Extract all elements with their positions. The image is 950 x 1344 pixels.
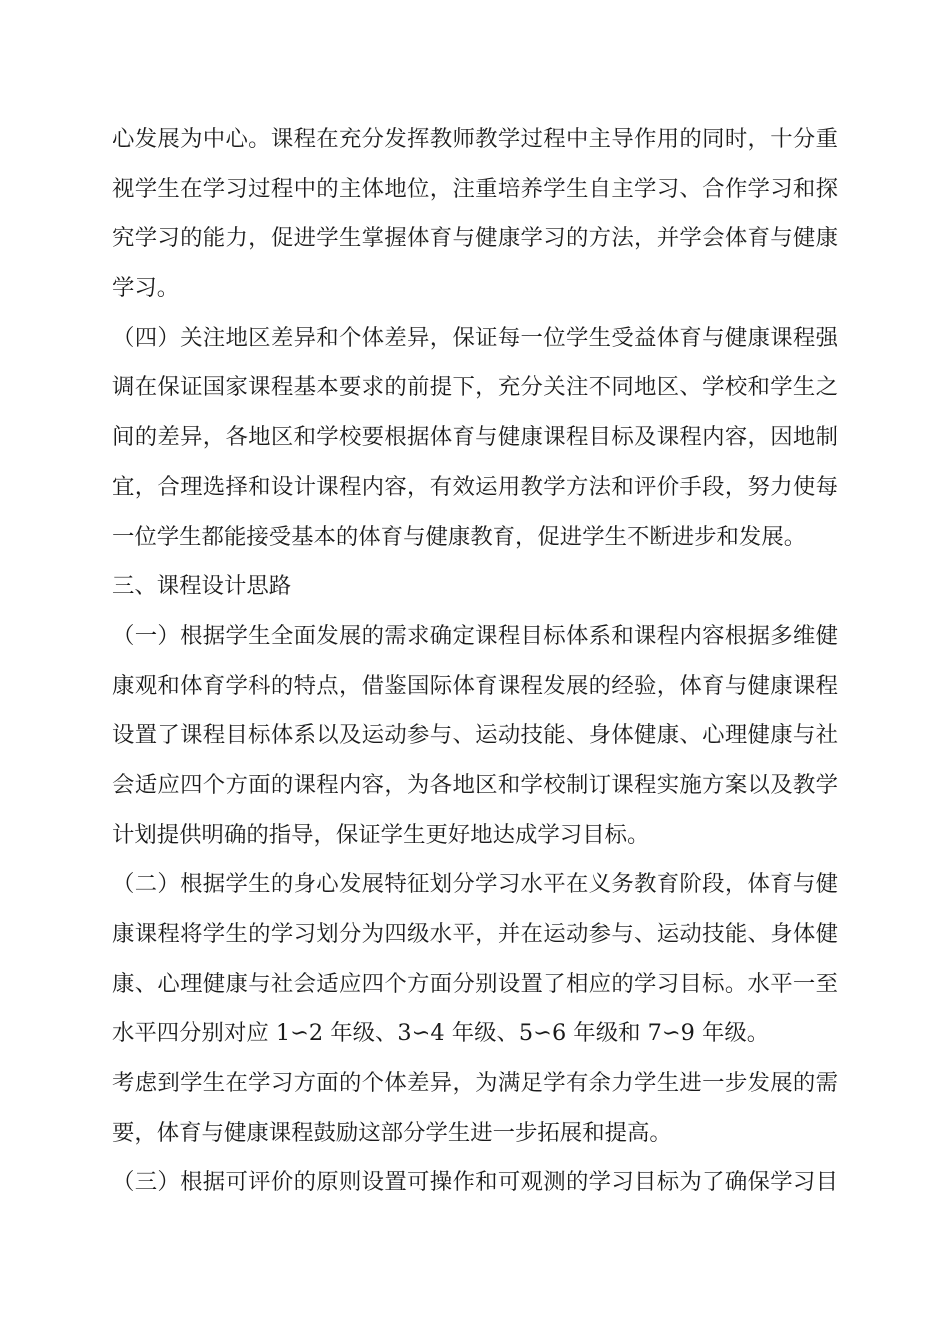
text-line-5: （四）关注地区差异和个体差异，保证每一位学生受益体育与健康课程强 xyxy=(112,324,838,351)
text-line-1: 心发展为中心。课程在充分发挥教师教学过程中主导作用的同时，十分重 xyxy=(112,126,838,152)
section-heading: 三、课程设计思路 xyxy=(112,573,292,600)
text-line-16: （二）根据学生的身心发展特征划分学习水平在义务教育阶段，体育与健 xyxy=(112,871,838,898)
text-line-21: 要，体育与健康课程鼓励这部分学生进一步拓展和提高。 xyxy=(112,1119,672,1146)
text-line-17: 康课程将学生的学习划分为四级水平，并在运动参与、运动技能、身体健 xyxy=(112,921,838,947)
text-line-7: 间的差异，各地区和学校要根据体育与健康课程目标及课程内容，因地制 xyxy=(112,424,838,451)
text-line-19: 水平四分别对应 1∽2 年级、3∽4 年级、5∽6 年级和 7∽9 年级。 xyxy=(112,1020,770,1047)
text-line-15: 计划提供明确的指导，保证学生更好地达成学习目标。 xyxy=(112,821,650,848)
text-line-4: 学习。 xyxy=(112,275,180,302)
text-line-20: 考虑到学生在学习方面的个体差异，为满足学有余力学生进一步发展的需 xyxy=(112,1070,838,1097)
text-line-22: （三）根据可评价的原则设置可操作和可观测的学习目标为了确保学习目 xyxy=(112,1169,838,1196)
text-line-13: 设置了课程目标体系以及运动参与、运动技能、身体健康、心理健康与社 xyxy=(112,722,838,749)
document-body xyxy=(112,115,838,1208)
text-line-8: 宜，合理选择和设计课程内容，有效运用教学方法和评价手段，努力使每 xyxy=(112,473,838,500)
text-line-2: 视学生在学习过程中的主体地位，注重培养学生自主学习、合作学习和探 xyxy=(112,175,838,202)
text-line-11: （一）根据学生全面发展的需求确定课程目标体系和课程内容根据多维健 xyxy=(112,622,838,649)
text-line-9: 一位学生都能接受基本的体育与健康教育，促进学生不断进步和发展。 xyxy=(112,523,807,550)
text-line-12: 康观和体育学科的特点，借鉴国际体育课程发展的经验，体育与健康课程 xyxy=(112,672,838,699)
text-line-14: 会适应四个方面的课程内容，为各地区和学校制订课程实施方案以及教学 xyxy=(112,771,838,798)
text-line-18: 康、心理健康与社会适应四个方面分别设置了相应的学习目标。水平一至 xyxy=(112,970,838,997)
text-line-3: 究学习的能力，促进学生掌握体育与健康学习的方法，并学会体育与健康 xyxy=(112,225,838,252)
text-line-6: 调在保证国家课程基本要求的前提下，充分关注不同地区、学校和学生之 xyxy=(112,374,838,401)
